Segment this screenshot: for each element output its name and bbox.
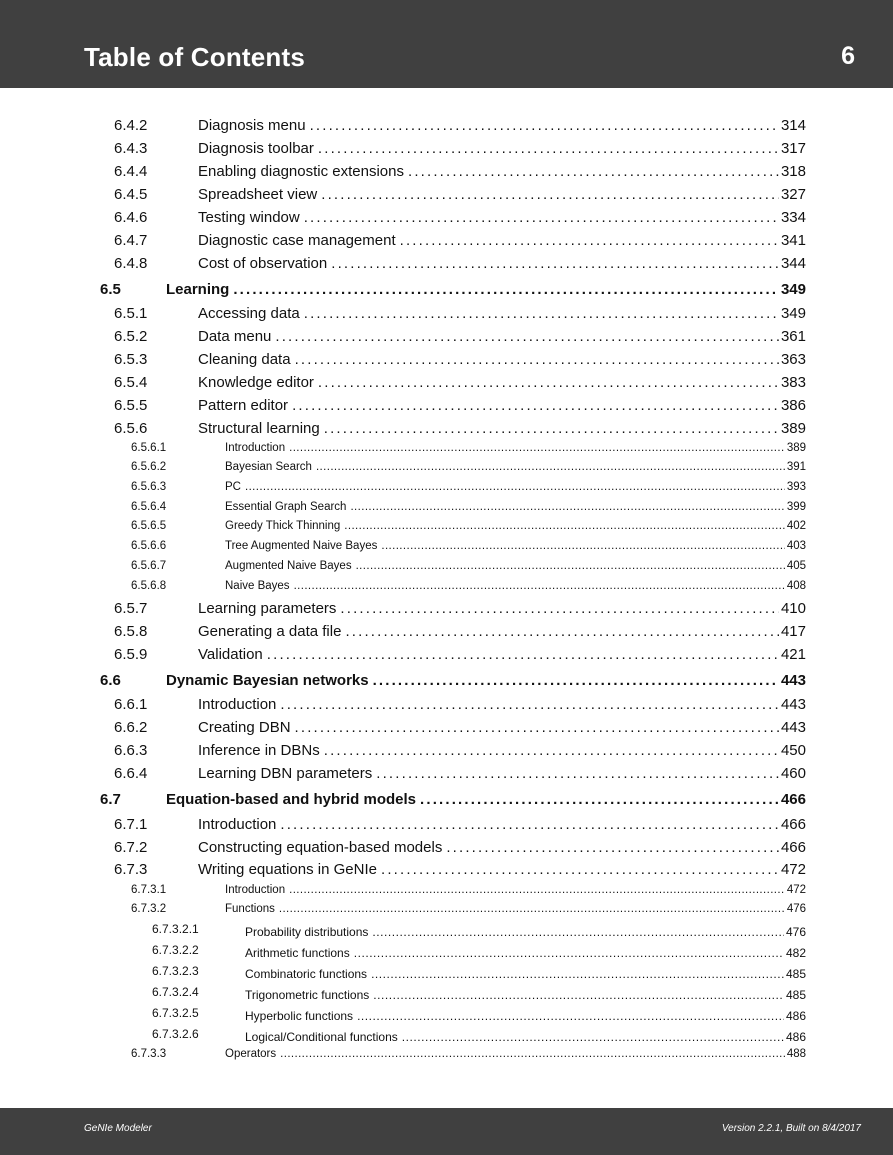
- toc-entry-number: 6.6: [100, 672, 121, 689]
- toc-entry-title: Greedy Thick Thinning: [225, 520, 341, 532]
- toc-entry-page: 391: [786, 461, 806, 473]
- toc-entry-page: 466: [780, 839, 806, 856]
- toc-entry-title: Arithmetic functions: [245, 946, 350, 960]
- toc-entry-title: Learning DBN parameters: [198, 765, 373, 782]
- toc-entry-number: 6.5.4: [114, 374, 148, 391]
- dot-leader: [372, 925, 784, 939]
- toc-entry-title: Dynamic Bayesian networks: [166, 672, 369, 689]
- toc-entry-page: 485: [785, 988, 806, 1002]
- footer-version: Version 2.2.1, Built on 8/4/2017: [721, 1123, 861, 1134]
- toc-entry[interactable]: [0, 163, 893, 185]
- toc-entry-page: 317: [780, 140, 806, 157]
- toc-entry-page: 466: [780, 791, 806, 808]
- toc-entry-title: Essential Graph Search: [225, 501, 347, 513]
- toc-entry-title: Testing window: [198, 209, 300, 226]
- toc-entry-number: 6.7.3.2.4: [152, 985, 199, 999]
- toc-entry-page: 408: [786, 580, 806, 592]
- toc-entry-page: 443: [780, 672, 806, 689]
- toc-entry[interactable]: [0, 501, 893, 519]
- toc-entry-number: 6.5.6.7: [131, 560, 167, 572]
- toc-entry-title: Diagnostic case management: [198, 232, 396, 249]
- toc-entry-number: 6.5.7: [114, 600, 148, 617]
- dot-leader: [289, 442, 785, 454]
- toc-entry-title: Knowledge editor: [198, 374, 314, 391]
- toc-entry-title: Trigonometric functions: [245, 988, 370, 1002]
- toc-entry[interactable]: [0, 1006, 893, 1027]
- toc-entry-page: 389: [780, 420, 806, 437]
- dot-leader: [381, 861, 779, 878]
- toc-entry-number: 6.5.6.8: [131, 580, 167, 592]
- toc-entry-page: 450: [780, 742, 806, 759]
- toc-entry-number: 6.6.2: [114, 719, 148, 736]
- toc-entry-number: 6.5.1: [114, 305, 148, 322]
- toc-entry[interactable]: [0, 1027, 893, 1048]
- toc-entry-number: 6.5.9: [114, 646, 148, 663]
- toc-entry-page: 341: [780, 232, 806, 249]
- toc-entry[interactable]: [0, 791, 893, 813]
- toc-entry[interactable]: [0, 540, 893, 558]
- toc-entry-number: 6.7.3.2: [131, 903, 167, 915]
- dot-leader: [292, 397, 779, 414]
- dot-leader: [321, 186, 779, 203]
- dot-leader: [233, 281, 779, 298]
- dot-leader: [280, 696, 779, 713]
- toc-entry-page: 349: [780, 305, 806, 322]
- toc-entry-page: 383: [780, 374, 806, 391]
- toc-entry-page: 476: [785, 925, 806, 939]
- toc-entry-number: 6.5.6.6: [131, 540, 167, 552]
- toc-entry-page: 443: [780, 696, 806, 713]
- dot-leader: [295, 719, 779, 736]
- toc-entry[interactable]: [0, 903, 893, 921]
- toc-entry-title: Learning parameters: [198, 600, 337, 617]
- toc-entry-title: Validation: [198, 646, 263, 663]
- dot-leader: [373, 672, 779, 689]
- toc-entry-title: Accessing data: [198, 305, 300, 322]
- toc-entry-number: 6.5.2: [114, 328, 148, 345]
- dot-leader: [280, 1048, 785, 1060]
- toc-entry-page: 486: [785, 1030, 806, 1044]
- toc-entry-number: 6.7.3: [114, 861, 148, 878]
- dot-leader: [345, 623, 779, 640]
- toc-entry-number: 6.5.6.2: [131, 461, 167, 473]
- toc-entry-page: 417: [780, 623, 806, 640]
- toc-entry-title: Constructing equation-based models: [198, 839, 443, 856]
- toc-entry-number: 6.7.3.2.3: [152, 964, 199, 978]
- dot-leader: [318, 374, 779, 391]
- toc-entry-number: 6.5.8: [114, 623, 148, 640]
- toc-entry-title: Learning: [166, 281, 230, 298]
- dot-leader: [304, 305, 779, 322]
- toc-entry-number: 6.4.4: [114, 163, 148, 180]
- toc-entry[interactable]: [0, 719, 893, 741]
- toc-entry-page: 410: [780, 600, 806, 617]
- toc-entry-title: Diagnosis toolbar: [198, 140, 314, 157]
- dot-leader: [324, 742, 779, 759]
- toc-entry-title: Introduction: [198, 696, 277, 713]
- toc-entry-page: 488: [786, 1048, 806, 1060]
- toc-entry-number: 6.5.6.5: [131, 520, 167, 532]
- toc-entry-number: 6.7: [100, 791, 121, 808]
- toc-entry-number: 6.5.6.3: [131, 481, 167, 493]
- toc-entry-page: 386: [780, 397, 806, 414]
- toc-entry-page: 361: [780, 328, 806, 345]
- toc-entry-title: Structural learning: [198, 420, 320, 437]
- chapter-number: 6: [841, 42, 855, 70]
- toc-entry[interactable]: [0, 140, 893, 162]
- toc-entry-page: 389: [786, 442, 806, 454]
- toc-entry-number: 6.7.3.3: [131, 1048, 167, 1060]
- toc-entry[interactable]: [0, 255, 893, 277]
- toc-entry-number: 6.5.3: [114, 351, 148, 368]
- toc-entry[interactable]: [0, 623, 893, 645]
- toc-entry[interactable]: [0, 117, 893, 139]
- page-title: Table of Contents: [84, 42, 306, 72]
- toc-entry-page: 485: [785, 967, 806, 981]
- toc-entry-number: 6.7.3.1: [131, 884, 167, 896]
- dot-leader: [354, 946, 784, 960]
- dot-leader: [420, 791, 779, 808]
- toc-entry-title: Spreadsheet view: [198, 186, 318, 203]
- toc-entry[interactable]: [0, 839, 893, 861]
- toc-entry-page: 482: [785, 946, 806, 960]
- dot-leader: [373, 988, 784, 1002]
- toc-entry-number: 6.4.7: [114, 232, 148, 249]
- toc-entry-page: 460: [780, 765, 806, 782]
- toc-entry-title: Introduction: [225, 442, 286, 454]
- toc-entry-title: Writing equations in GeNIe: [198, 861, 377, 878]
- toc-entry-title: Hyperbolic functions: [245, 1009, 354, 1023]
- toc-entry-title: Cleaning data: [198, 351, 291, 368]
- toc-entry-page: 402: [786, 520, 806, 532]
- toc-entry-title: Creating DBN: [198, 719, 291, 736]
- toc-entry[interactable]: [0, 328, 893, 350]
- toc-entry-title: Equation-based and hybrid models: [166, 791, 417, 808]
- toc-entry-page: 472: [786, 884, 806, 896]
- toc-entry-number: 6.4.3: [114, 140, 148, 157]
- toc-entry-title: Combinatoric functions: [245, 967, 368, 981]
- dot-leader: [356, 560, 785, 572]
- toc-entry-number: 6.5.6: [114, 420, 148, 437]
- toc-entry-number: 6.7.3.2.5: [152, 1006, 199, 1020]
- toc-entry-title: Functions: [225, 903, 275, 915]
- toc-entry-title: Pattern editor: [198, 397, 289, 414]
- dot-leader: [402, 1030, 784, 1044]
- toc-entry-page: 318: [780, 163, 806, 180]
- toc-entry[interactable]: [0, 374, 893, 396]
- toc-entry[interactable]: [0, 232, 893, 254]
- toc-entry-page: 403: [786, 540, 806, 552]
- dot-leader: [304, 209, 779, 226]
- toc-entry-title: Enabling diagnostic extensions: [198, 163, 404, 180]
- toc-entry[interactable]: [0, 765, 893, 787]
- dot-leader: [324, 420, 779, 437]
- footer-product-name: GeNIe Modeler: [84, 1123, 152, 1134]
- toc-entry-title: Bayesian Search: [225, 461, 312, 473]
- toc-entry[interactable]: [0, 520, 893, 538]
- toc-entry[interactable]: [0, 646, 893, 668]
- dot-leader: [275, 328, 779, 345]
- toc-entry-number: 6.7.3.2.1: [152, 922, 199, 936]
- toc-entry[interactable]: [0, 420, 893, 442]
- dot-leader: [344, 520, 785, 532]
- dot-leader: [408, 163, 779, 180]
- toc-entry[interactable]: [0, 884, 893, 902]
- toc-entry-number: 6.4.6: [114, 209, 148, 226]
- toc-entry[interactable]: [0, 922, 893, 943]
- dot-leader: [331, 255, 779, 272]
- toc-entry[interactable]: [0, 305, 893, 327]
- toc-entry-title: Probability distributions: [245, 925, 369, 939]
- dot-leader: [310, 117, 779, 134]
- toc-entry-number: 6.6.3: [114, 742, 148, 759]
- toc-entry[interactable]: [0, 351, 893, 373]
- toc-entry-number: 6.7.1: [114, 816, 148, 833]
- toc-entry[interactable]: [0, 481, 893, 499]
- dot-leader: [267, 646, 779, 663]
- toc-entry[interactable]: [0, 461, 893, 479]
- toc-entry-title: Data menu: [198, 328, 272, 345]
- dot-leader: [376, 765, 779, 782]
- toc-entry-title: Diagnosis menu: [198, 117, 306, 134]
- toc-entry-title: Tree Augmented Naive Bayes: [225, 540, 378, 552]
- toc-entry[interactable]: [0, 560, 893, 578]
- toc-entry-number: 6.6.1: [114, 696, 148, 713]
- toc-entry-title: Logical/Conditional functions: [245, 1030, 398, 1044]
- toc-entry-number: 6.7.2: [114, 839, 148, 856]
- toc-entry-title: Operators: [225, 1048, 277, 1060]
- toc-entry-page: 349: [780, 281, 806, 298]
- toc-entry[interactable]: [0, 580, 893, 598]
- toc-entry-page: 472: [780, 861, 806, 878]
- dot-leader: [295, 351, 779, 368]
- toc-entry-page: 314: [780, 117, 806, 134]
- toc-entry-page: 466: [780, 816, 806, 833]
- toc-entry-page: 344: [780, 255, 806, 272]
- toc-entry[interactable]: [0, 696, 893, 718]
- dot-leader: [446, 839, 779, 856]
- toc-entry[interactable]: [0, 600, 893, 622]
- toc-entry-number: 6.5.5: [114, 397, 148, 414]
- page-header: [0, 0, 893, 88]
- toc-entry-title: Introduction: [225, 884, 286, 896]
- toc-entry-number: 6.4.8: [114, 255, 148, 272]
- dot-leader: [279, 903, 785, 915]
- toc-entry-page: 476: [786, 903, 806, 915]
- toc-entry-page: 421: [780, 646, 806, 663]
- toc-entry[interactable]: [0, 281, 893, 303]
- toc-entry-title: Cost of observation: [198, 255, 328, 272]
- toc-entry-title: Augmented Naive Bayes: [225, 560, 352, 572]
- toc-entry-number: 6.7.3.2.2: [152, 943, 199, 957]
- toc-entry[interactable]: [0, 964, 893, 985]
- toc-entry-page: 327: [780, 186, 806, 203]
- dot-leader: [245, 481, 785, 493]
- toc-entry-title: Generating a data file: [198, 623, 342, 640]
- toc-entry[interactable]: [0, 672, 893, 694]
- dot-leader: [316, 461, 785, 473]
- dot-leader: [289, 884, 785, 896]
- toc-entry-number: 6.7.3.2.6: [152, 1027, 199, 1041]
- toc-entry-number: 6.4.5: [114, 186, 148, 203]
- toc-entry[interactable]: [0, 861, 893, 883]
- toc-entry-page: 405: [786, 560, 806, 572]
- toc-entry-number: 6.6.4: [114, 765, 148, 782]
- toc-entry-title: Inference in DBNs: [198, 742, 320, 759]
- toc-entry-page: 399: [786, 501, 806, 513]
- dot-leader: [400, 232, 779, 249]
- dot-leader: [371, 967, 784, 981]
- dot-leader: [340, 600, 779, 617]
- toc-entry-number: 6.4.2: [114, 117, 148, 134]
- dot-leader: [357, 1009, 784, 1023]
- toc-entry-page: 486: [785, 1009, 806, 1023]
- dot-leader: [381, 540, 784, 552]
- toc-entry[interactable]: [0, 1048, 893, 1066]
- dot-leader: [280, 816, 779, 833]
- page-footer: [0, 1108, 893, 1155]
- toc-entry[interactable]: [0, 742, 893, 764]
- toc-entry-page: 363: [780, 351, 806, 368]
- dot-leader: [294, 580, 785, 592]
- toc-entry-title: PC: [225, 481, 241, 493]
- toc-entry-number: 6.5.6.4: [131, 501, 167, 513]
- toc-entry[interactable]: [0, 209, 893, 231]
- toc-entry-page: 334: [780, 209, 806, 226]
- toc-entry-page: 443: [780, 719, 806, 736]
- toc-entry-title: Introduction: [198, 816, 277, 833]
- toc-entry-page: 393: [786, 481, 806, 493]
- toc-entry[interactable]: [0, 943, 893, 964]
- toc-entry[interactable]: [0, 186, 893, 208]
- toc-entry-title: Naive Bayes: [225, 580, 290, 592]
- toc-entry[interactable]: [0, 397, 893, 419]
- toc-entry-number: 6.5.6.1: [131, 442, 167, 454]
- toc-entry[interactable]: [0, 442, 893, 460]
- dot-leader: [350, 501, 784, 513]
- toc-entry[interactable]: [0, 985, 893, 1006]
- toc-entry[interactable]: [0, 816, 893, 838]
- toc-entry-number: 6.5: [100, 281, 121, 298]
- dot-leader: [318, 140, 779, 157]
